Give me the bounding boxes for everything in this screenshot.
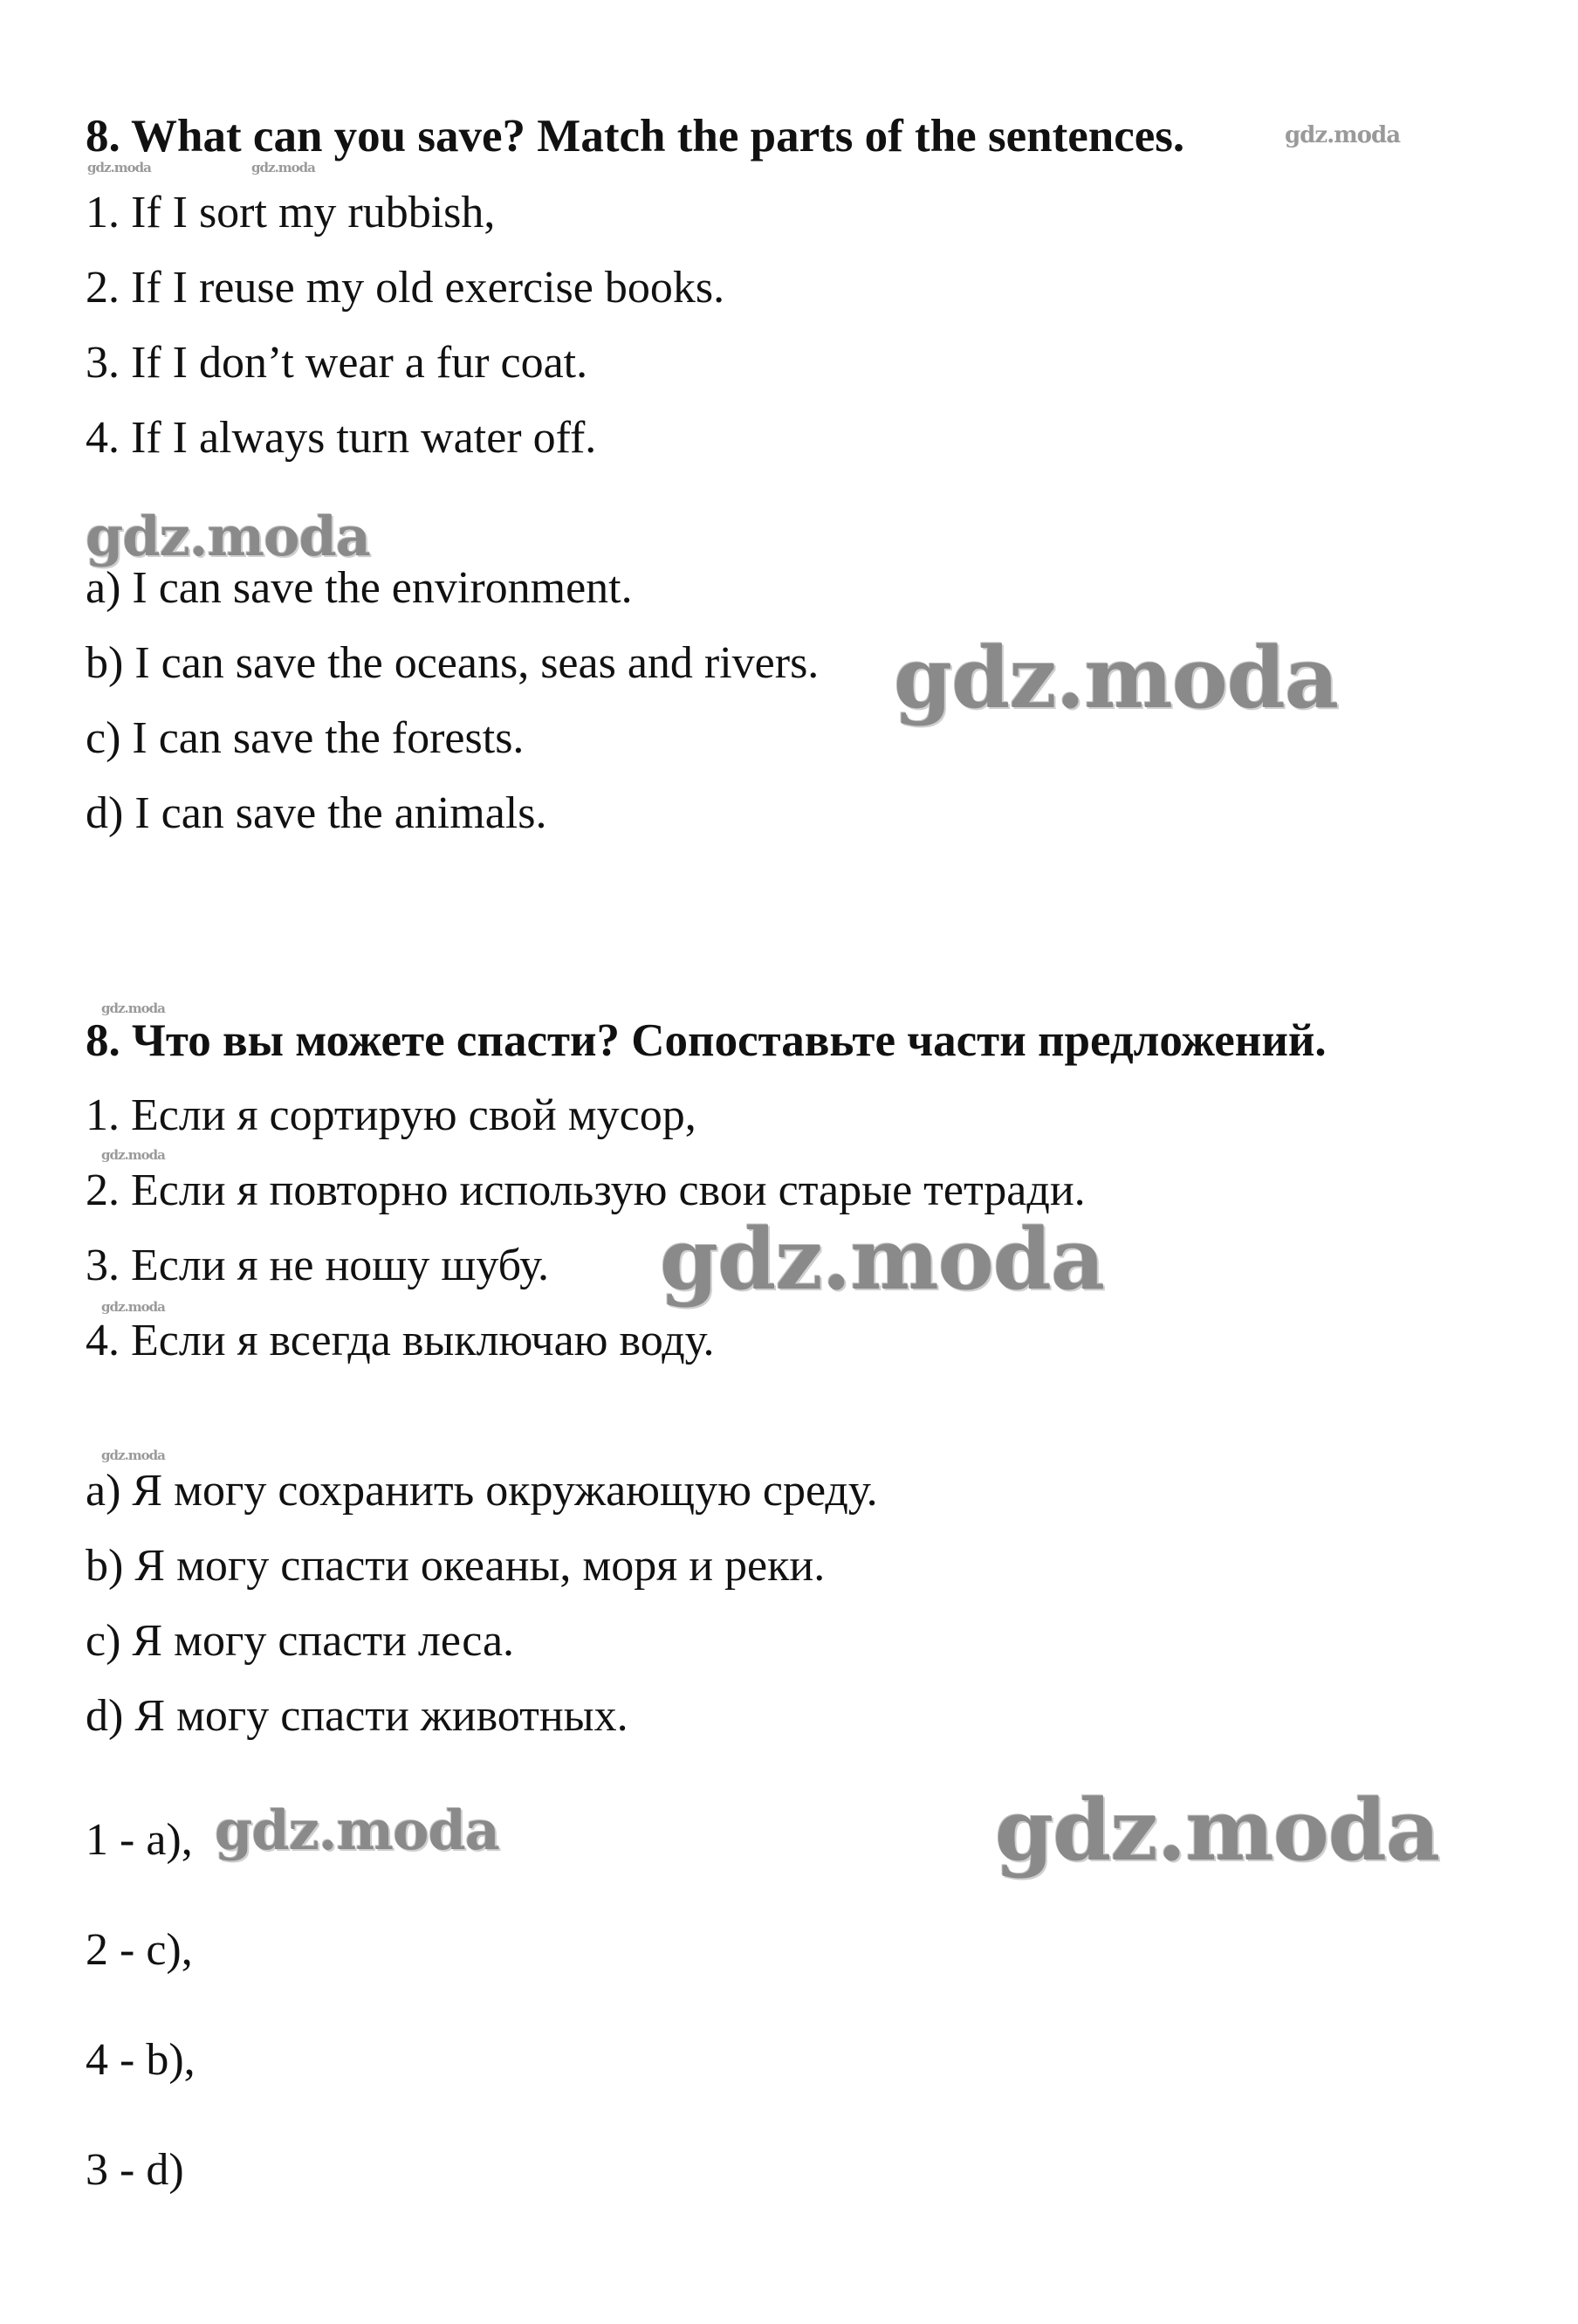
answer-item: 3 - d) xyxy=(86,2145,184,2195)
result-item: a) I can save the environment. xyxy=(86,563,633,613)
watermark: gdz.moda xyxy=(1285,122,1401,148)
watermark: gdz.moda xyxy=(251,160,315,175)
condition-item: 3. Если я не ношу шубу. xyxy=(86,1241,549,1290)
watermark: gdz.moda xyxy=(215,1798,499,1862)
watermark: gdz.moda xyxy=(101,1000,165,1016)
watermark: gdz.moda xyxy=(101,1447,165,1463)
exercise-title-russian: 8. Что вы можете спасти? Сопоставьте части предложений. xyxy=(86,1015,1327,1066)
result-item: a) Я могу сохранить окружающую среду. xyxy=(86,1466,878,1516)
condition-item: 3. If I don’t wear a fur coat. xyxy=(86,338,588,388)
watermark: gdz.moda xyxy=(660,1210,1105,1309)
result-item: d) Я могу спасти животных. xyxy=(86,1691,628,1741)
condition-item: 1. If I sort my rubbish, xyxy=(86,188,496,237)
exercise-title-english: 8. What can you save? Match the parts of the sentences. xyxy=(86,111,1185,162)
watermark: gdz.moda xyxy=(894,629,1339,727)
watermark: gdz.moda xyxy=(101,1299,165,1315)
condition-item: 4. Если я всегда выключаю воду. xyxy=(86,1316,715,1365)
result-item: b) I can save the oceans, seas and rivers. xyxy=(86,638,820,688)
answer-item: 4 - b), xyxy=(86,2035,196,2085)
result-item: d) I can save the animals. xyxy=(86,788,547,838)
watermark: gdz.moda xyxy=(86,505,370,568)
answer-item: 1 - a), xyxy=(86,1815,193,1865)
condition-item: 4. If I always turn water off. xyxy=(86,413,597,463)
result-item: c) Я могу спасти леса. xyxy=(86,1616,515,1666)
condition-item: 1. Если я сортирую свой мусор, xyxy=(86,1090,696,1140)
condition-item: 2. Если я повторно использую свои старые тетради. xyxy=(86,1165,1086,1215)
watermark: gdz.moda xyxy=(87,160,151,175)
answer-item: 2 - c), xyxy=(86,1925,193,1975)
watermark: gdz.moda xyxy=(995,1781,1440,1880)
condition-item: 2. If I reuse my old exercise books. xyxy=(86,263,725,313)
watermark: gdz.moda xyxy=(101,1147,165,1163)
result-item: c) I can save the forests. xyxy=(86,713,525,763)
result-item: b) Я могу спасти океаны, моря и реки. xyxy=(86,1541,826,1591)
